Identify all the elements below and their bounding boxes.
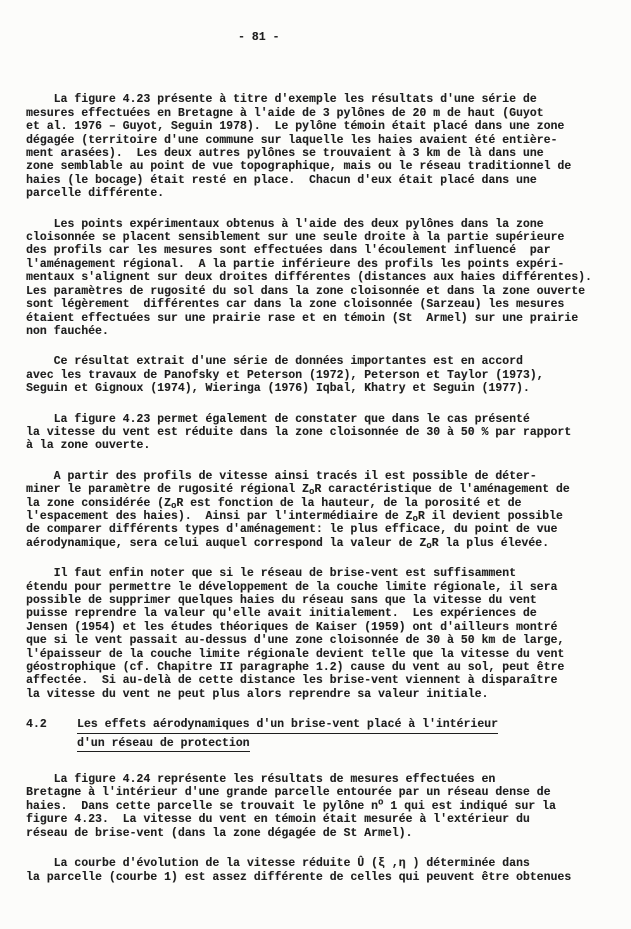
text-line: la vitesse du vent ne peut plus alors reprendre sa valeur initiale. bbox=[26, 687, 489, 701]
text-line: La figure 4.23 présente à titre d'exemple les résultats d'une série de bbox=[26, 93, 537, 107]
text-line: Ce résultat extrait d'une série de données importantes est en accord bbox=[26, 355, 523, 369]
text-line: l'espacement des haies). Ainsi par l'intermédiaire de $Z_oR$ il devient possible bbox=[26, 509, 563, 525]
section-heading bbox=[26, 718, 613, 755]
text-line: et al. 1976 – Guyot, Seguin 1978). Le pylône témoin était placé dans une zone bbox=[26, 120, 565, 134]
paragraph bbox=[26, 413, 613, 453]
text-line: miner le paramètre de rugosité régional $Z_oR$ caractéristique de l'aménagement de bbox=[26, 483, 570, 498]
text-line: possible de supprimer quelques haies du réseau sans que la vitesse du vent bbox=[26, 594, 537, 607]
section-title-line: d'un réseau de protection bbox=[77, 737, 250, 752]
text-line: cloisonnée se placent sensiblement sur une seule droite à la partie supérieure bbox=[26, 231, 565, 245]
text-line: Seguin et Gignoux (1974), Wieringa (1976) Iqbal, Khatry et Seguin (1977). bbox=[26, 382, 530, 396]
subscript: o bbox=[426, 541, 432, 552]
text-line: Jensen (1954) et les études théoriques de Kaiser (1959) ont d'ailleurs montré bbox=[26, 620, 558, 634]
text-line: haies (le bocage) était resté en place. Chacun d'eux était placé dans une bbox=[26, 173, 537, 187]
text-line: géostrophique (cf. Chapitre II paragraphe 1.2) cause du vent au sol, peut être bbox=[26, 661, 565, 675]
section-title-line: Les effets aérodynamiques d'un brise-vent placé à l'intérieur bbox=[77, 718, 498, 733]
subscript: o bbox=[308, 487, 315, 498]
text-line: haies. Dans cette parcelle se trouvait le pylône $n^o$ 1 qui est indiqué sur la bbox=[26, 797, 556, 813]
text-line: mesures effectuées en Bretagne à l'aide de 3 pylônes de 20 m de haut (Guyot bbox=[26, 106, 544, 120]
text-line: zone semblable au point de vue topographique, mais ou le réseau traditionnel de bbox=[26, 160, 572, 174]
text-line: affectée. Si au-delà de cette distance les brise-vent viennent à disparaître bbox=[26, 674, 558, 688]
text-line: que si le vent passait au-dessus d'une zone cloisonnée de 30 à 50 km de large, bbox=[26, 634, 565, 648]
text-line: Les paramètres de rugosité du sol dans la zone cloisonnée et dans la zone ouverte bbox=[26, 284, 585, 298]
text-line: étaient effectuées sur une prairie rase et en témoin (St Armel) sur une prairie bbox=[26, 311, 579, 325]
text-line: à la zone ouverte. bbox=[26, 439, 151, 453]
text-line: ment arasées). Les deux autres pylônes se trouvaient à 3 km de là dans une bbox=[26, 147, 544, 161]
superscript: o bbox=[377, 797, 384, 808]
text-line: La courbe d'évolution de la vitesse réduite Û (ξ ,η ) déterminée dans bbox=[26, 857, 530, 871]
text-line: La figure 4.23 permet également de constater que dans le cas présenté bbox=[26, 412, 530, 426]
text-line: aérodynamique, sera celui auquel correspond la valeur de $Z_oR$ la plus élevée. bbox=[26, 536, 549, 552]
text-line: étendu pour permettre le développement de la couche limite régionale, il sera bbox=[26, 580, 558, 594]
document-content bbox=[0, 93, 631, 884]
paragraph bbox=[26, 355, 613, 395]
text-line: figure 4.23. La vitesse du vent en témoin était mesurée à l'extérieur du bbox=[26, 813, 530, 827]
text-line: mentaux s'alignent sur deux droites différentes (distances aux haies différentes). bbox=[26, 271, 592, 285]
subscript: o bbox=[412, 514, 418, 525]
text-line: de comparer différents types d'aménagement: le plus efficace, du point de vue bbox=[26, 523, 558, 537]
paragraph bbox=[26, 567, 613, 701]
paragraph bbox=[26, 773, 613, 840]
page-number: - 81 - bbox=[238, 31, 280, 44]
text-line: la zone considérée ($Z_oR$ est fonction de la hauteur, de la porosité et de bbox=[26, 496, 522, 511]
text-line: parcelle différente. bbox=[26, 187, 165, 201]
text-line: la parcelle (courbe 1) est assez différente de celles qui peuvent être obtenues bbox=[26, 870, 572, 884]
text-line: l'épaisseur de la couche limite régionale devient telle que la vitesse du vent bbox=[26, 647, 565, 661]
text-line: l'aménagement régional. A la partie inférieure des profils les points expéri- bbox=[26, 257, 565, 271]
subscript: o bbox=[170, 500, 177, 511]
text-line: dégagée (territoire d'une commune sur laquelle les haies avaient été entière- bbox=[26, 133, 558, 147]
text-line: la vitesse du vent est réduite dans la zone cloisonnée de 30 à 50 % par rapport bbox=[26, 425, 572, 439]
text-line: La figure 4.24 représente les résultats de mesures effectuées en bbox=[26, 773, 496, 787]
paragraph bbox=[26, 857, 613, 884]
paragraph bbox=[26, 470, 613, 550]
text-line: réseau de brise-vent (dans la zone dégagée de St Armel). bbox=[26, 826, 413, 840]
section-title bbox=[77, 718, 498, 755]
paragraph bbox=[26, 93, 613, 200]
text-line: Il faut enfin noter que si le réseau de brise-vent est suffisamment bbox=[26, 567, 516, 581]
text-line: A partir des profils de vitesse ainsi tracés il est possible de déter- bbox=[26, 469, 537, 483]
text-line: puisse reprendre la valeur qu'elle avait initialement. Les expériences de bbox=[26, 607, 537, 621]
text-line: avec les travaux de Panofsky et Peterson (1972), Peterson et Taylor (1973), bbox=[26, 368, 544, 382]
text-line: sont légèrement différentes car dans la zone cloisonnée (Sarzeau) les mesures bbox=[26, 298, 565, 312]
text-line: des profils car les mesures sont effectuées dans l'écoulement influencé par bbox=[26, 244, 551, 258]
section-number: 4.2 bbox=[26, 718, 47, 732]
text-line: Les points expérimentaux obtenus à l'aide des deux pylônes dans la zone bbox=[26, 217, 544, 231]
paragraph bbox=[26, 218, 613, 339]
text-line: Bretagne à l'intérieur d'une grande parcelle entourée par un réseau dense de bbox=[26, 786, 551, 800]
text-line: non fauchée. bbox=[26, 324, 109, 338]
